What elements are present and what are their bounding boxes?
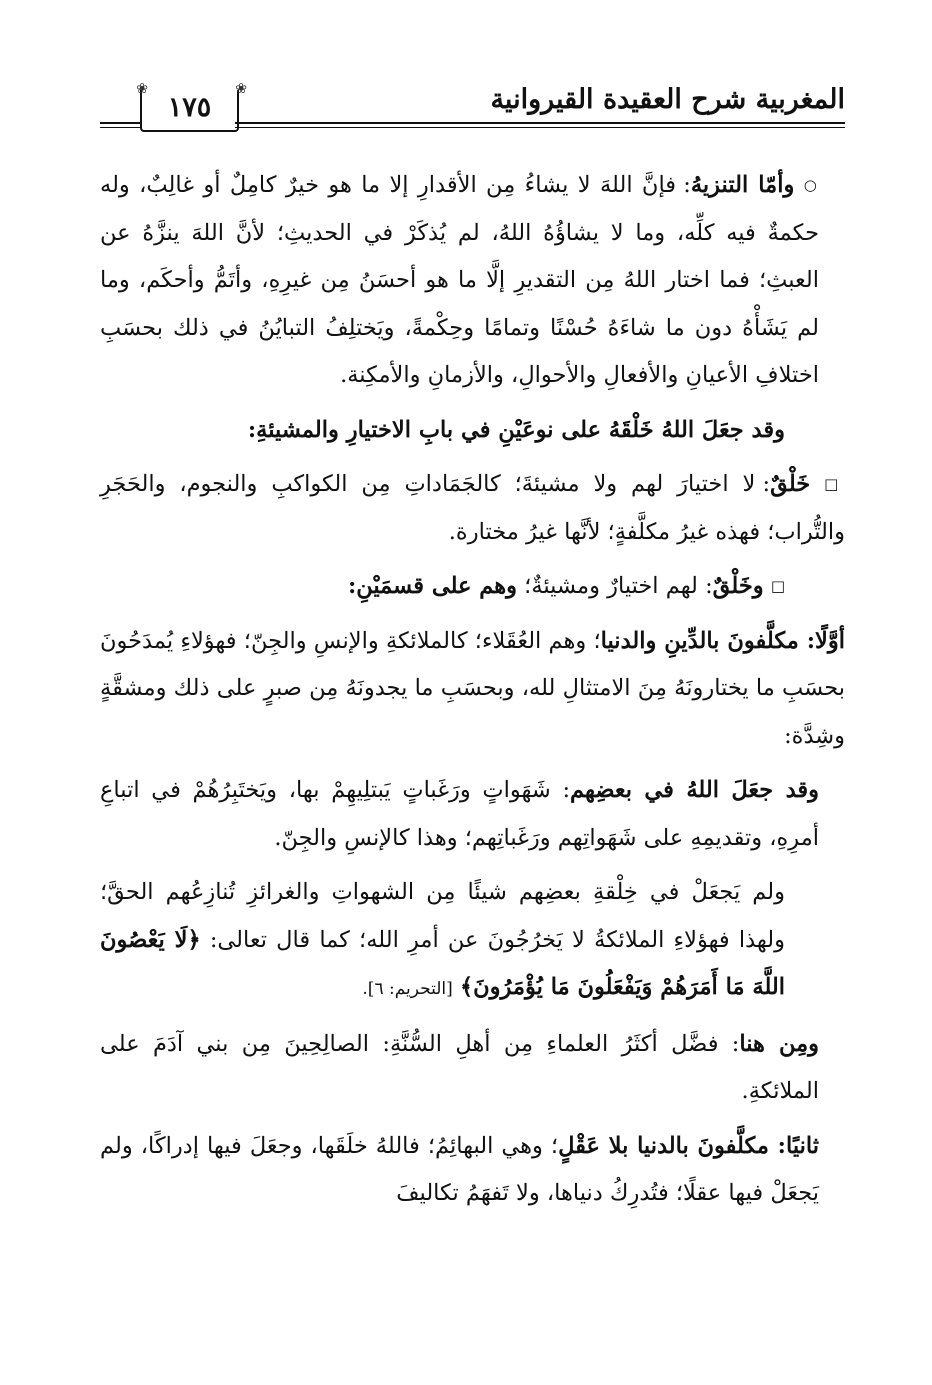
paragraph-lead: ومِن هنا <box>739 1030 819 1057</box>
paragraph-first-section <box>100 618 845 761</box>
page-number: ١٧٥ <box>167 92 212 123</box>
paragraph-text: : فضَّل أكثَرُ العلماءِ مِن أهلِ السُّنَّةِ: الصالِحِينَ مِن بني آدَمَ على الملائكةِ. <box>100 1030 819 1104</box>
book-title: المغربية شرح العقيدة القيروانية <box>490 84 845 115</box>
page-number-rule-thin <box>100 127 140 128</box>
square-bullet-icon: □ <box>824 475 846 493</box>
quran-verse: ﴿لَا يَعْصُونَ اللَّهَ مَا أَمَرَهُمْ وَيَفْعَلُونَ مَا يُؤْمَرُونَ﴾ <box>100 926 785 1000</box>
flower-ornament-icon: ❀ <box>136 81 148 97</box>
square-bullet-icon: □ <box>770 577 785 595</box>
paragraph-lead: وأمّا التنزيهُ <box>690 172 795 198</box>
paragraph-text: : لهم اختيارٌ ومشيئةٌ؛ <box>517 573 713 599</box>
paragraph-lead: وقد جعَلَ اللهُ في بعضِهم <box>570 777 819 803</box>
page-body <box>100 162 845 1218</box>
paragraph-lead: ثانيًا: مكلَّفونَ بالدنيا بلا عَقْلٍ <box>558 1132 819 1159</box>
header-rule-thin <box>235 127 845 128</box>
paragraph-desires <box>100 767 845 862</box>
paragraph-tail: وهم على قسمَيْنِ: <box>347 573 518 599</box>
paragraph-text: ولم يَجعَلْ في خِلْقةِ بعضِهم شيئًا مِن الشهواتِ والغرائزِ تُنازِعُهم الحقَّ؛ ولهذا فهؤلاءِ الملائكةُ لا يَخرُجُونَ عن أمرِ الله؛ كما قال تعالى: <box>100 879 786 953</box>
paragraph-second-section <box>100 1123 845 1218</box>
running-header <box>100 81 845 144</box>
paragraph-text: ؛ وهي البهائِمُ؛ فاللهُ خلَقَها، وجعَلَ فيها إدراكًا، ولم يَجعَلْ فيها عقلًا؛ فتُدرِكُ دنياها، ولا تَفهَمُ تكاليفَ <box>100 1132 819 1206</box>
paragraph-text: : لا اختيارَ لهم ولا مشيئةَ؛ كالجَمَاداتِ مِن الكواكبِ والنجوم، والحَجَرِ والتُّراب؛ فهذه غيرُ مكلَّفةٍ؛ لأنَّها غيرُ مختارة. <box>100 471 845 545</box>
page-number-rule <box>100 122 140 124</box>
paragraph-text: ؛ وهم العُقَلاء؛ كالملائكةِ والإنسِ والجِنّ؛ فهؤلاءِ يُمدَحُونَ بحسَبِ ما يختارونَهُ مِنَ الامتثالِ لله، وبحسَبِ ما يجدونَهُ مِن صبرٍ على ذلك ومشقَّةٍ وشِدَّة: <box>100 627 845 749</box>
page-number-frame <box>136 81 247 132</box>
paragraph-text: وقد جعَلَ اللهُ خَلْقَهُ على نوعَيْنِ في بابِ الاختيارِ والمشيئةِ: <box>247 416 785 443</box>
paragraph-two-kinds <box>100 407 845 455</box>
paragraph-lead: خَلْقٌ <box>770 471 811 497</box>
flower-ornament-icon: ❀ <box>235 81 247 97</box>
paragraph-text: : شَهَواتٍ ورَغَباتٍ يَبتلِيهِمْ بها، ويَختَبِرُهُمْ في اتباعِ أمرِهِ، وتقديمِهِ على شَهَواتِهم ورَغَباتِهم؛ وهذا كالإنسِ والجِنّ. <box>100 777 819 851</box>
header-rule <box>235 122 845 124</box>
paragraph-second-kind <box>100 563 845 611</box>
paragraph-angels <box>100 869 845 1014</box>
paragraph-first-kind <box>100 461 845 556</box>
paragraph-tanzih <box>100 162 845 400</box>
paragraph-lead: وخَلْقٌ <box>712 573 764 599</box>
paragraph-preference <box>100 1021 845 1116</box>
paragraph-text: : فإنَّ اللهَ لا يشاءُ مِن الأقدارِ إلا ما هو خيرٌ كامِلٌ أو غالِبٌ، وله حكمةٌ فيه كلِّه، وما لا يشاؤُهُ اللهُ، لم يُذكَرْ في الحديثِ؛ لأنَّ اللهَ ينزَّهُ عن العبثِ؛ فما اختار اللهُ مِن التقديرِ إلَّا ما هو أحسَنُ مِن غيرِهِ، وأتَمُّ وأحكَم، وما لم يَشَأْهُ دون ما شاءَهُ حُسْنًا وتمامًا وحِكْمةً، ويَختلِفُ التبايُنُ في ذلك بحسَبِ اختلافِ الأعيانِ والأفعالِ والأحوالِ، والأزمانِ والأمكِنة. <box>100 172 819 388</box>
verse-reference: [التحريم: ٦]. <box>362 979 453 999</box>
circle-bullet-icon: ○ <box>803 176 819 194</box>
paragraph-lead: أوَّلًا: مكلَّفونَ بالدِّينِ والدنيا <box>600 627 846 654</box>
